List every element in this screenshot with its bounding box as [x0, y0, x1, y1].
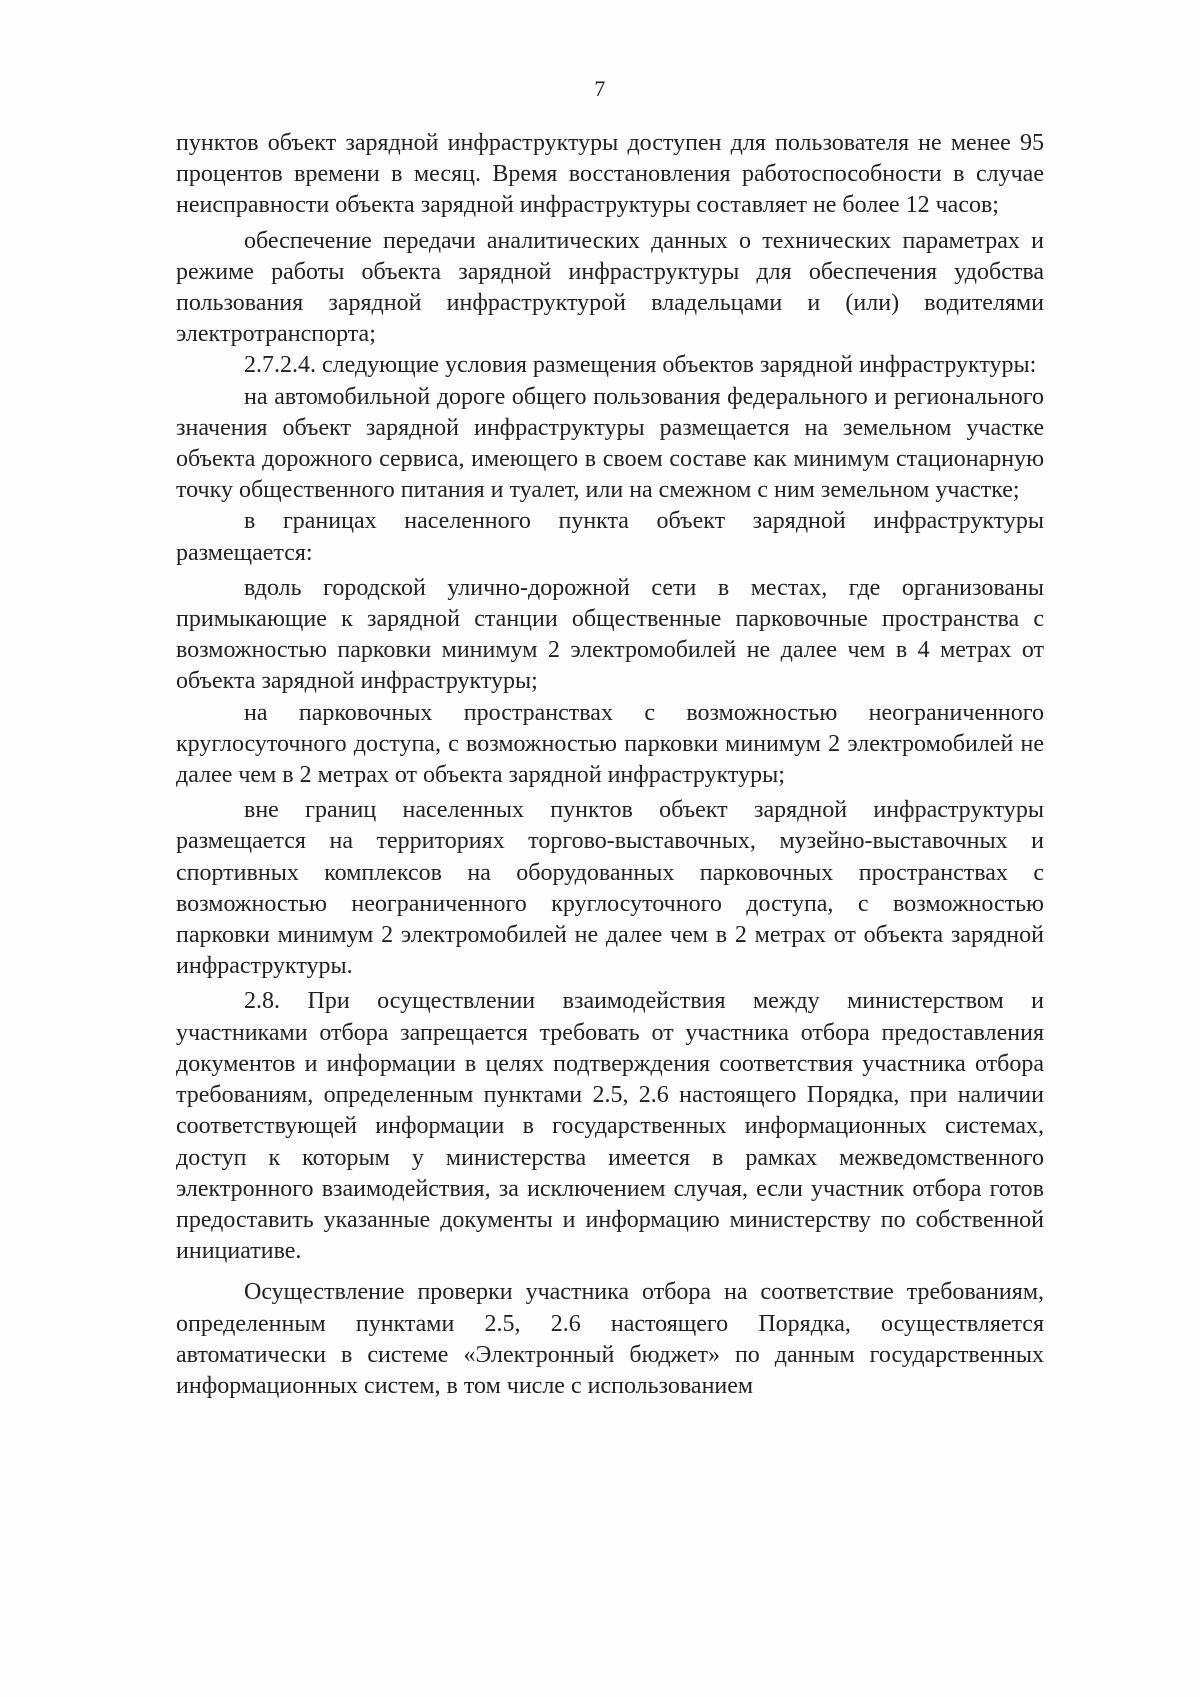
paragraph-settlement: в границах населенного пункта объект зарядной инфраструктуры размещается:: [176, 508, 1044, 566]
paragraph-2-8: 2.8. При осуществлении взаимодействия между министерством и участниками отбора запрещается требовать от участника отбора предоставления документов и информации в целях подтверждения соответствия участника отбора требованиям, определенным пунктами 2.5, 2.6 настоящего Порядка, при наличии соответствующей информации в государственных информационных системах, доступ к которым у министерства имеется в рамках межведомственного электронного взаимодействия, за исключением случая, если участник отбора готов предоставить указанные документы и информацию министерству по собственной инициативе.: [176, 988, 1044, 1265]
paragraph-2-7-2-4: 2.7.2.4. следующие условия размещения объектов зарядной инфраструктуры:: [244, 352, 1037, 379]
paragraph-data-transfer: обеспечение передачи аналитических данных о технических параметрах и режиме работы объекта зарядной инфраструктуры для обеспечения удобства пользования зарядной инфраструктурой владельцами и (или) водителями электротранспорта;: [176, 227, 1044, 348]
paragraph-federal-road: на автомобильной дороге общего пользования федерального и регионального значения объект зарядной инфраструктуры размещается на земельном участке объекта дорожного сервиса, имеющего в своем составе как минимум стационарную точку общественного питания и туалет, или на смежном с ним земельном участке;: [176, 383, 1044, 504]
paragraph-verification: Осуществление проверки участника отбора на соответствие требованиям, определенным пунктами 2.5, 2.6 настоящего Порядка, осуществляется автоматически в системе «Электронный бюджет» по данным государственных информационных систем, в том числе с использованием: [176, 1279, 1044, 1399]
paragraph-outside-settlements: вне границ населенных пунктов объект зарядной инфраструктуры размещается на территориях торгово-выставочных, музейно-выставочных и спортивных комплексов на оборудованных парковочных пространствах с возможностью неограниченного круглосуточного доступа, с возможностью парковки минимум 2 электромобилей не далее чем в 2 метрах от объекта зарядной инфраструктуры.: [176, 797, 1044, 980]
paragraph-continuation: пунктов объект зарядной инфраструктуры доступен для пользователя не менее 95 процентов времени в месяц. Время восстановления работоспособности в случае неисправности объекта зарядной инфраструктуры составляет не более 12 часов;: [176, 130, 1044, 219]
page-number: 7: [594, 76, 606, 101]
paragraph-city-street: вдоль городской улично-дорожной сети в местах, где организованы примыкающие к зарядной станции общественные парковочные пространства с возможностью парковки минимум 2 электромобилей не далее чем в 4 метрах от объекта зарядной инфраструктуры;: [176, 574, 1044, 695]
document-body: [176, 128, 1044, 1402]
paragraph-parking-spaces: на парковочных пространствах с возможностью неограниченного круглосуточного доступа, с возможностью парковки минимум 2 электромобилей не далее чем в 2 метрах от объекта зарядной инфраструктуры;: [176, 699, 1044, 789]
